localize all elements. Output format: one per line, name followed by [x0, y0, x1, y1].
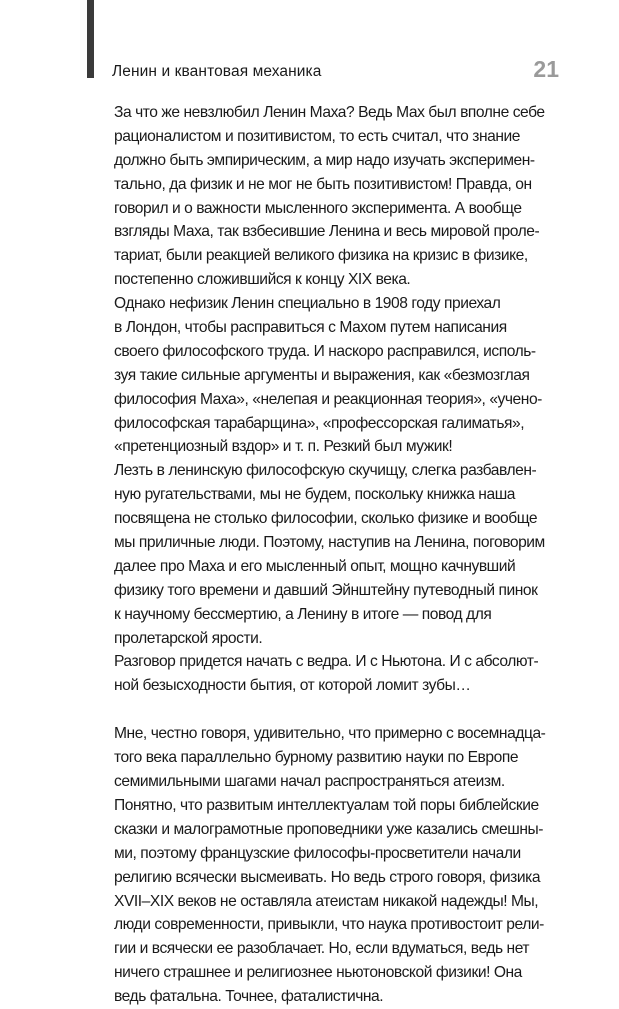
text-line: ную ругательствами, мы не будем, поскольку книжка наша — [114, 486, 515, 504]
text-line: ми, поэтому французские философы-просветители начали — [114, 844, 521, 862]
text-line: Мне, честно говоря, удивительно, что примерно с восемнадца- — [114, 725, 546, 743]
text-line: «претенциозный вздор» и т. п. Резкий был мужик! — [114, 438, 453, 456]
paragraph — [114, 722, 564, 1009]
text-line: философская тарабарщина», «профессорская галиматья», — [114, 414, 525, 432]
text-line: семимильными шагами начал распространяться атеизм. — [114, 773, 505, 791]
text-line: Понятно, что развитым интеллектуалам той поры библейские — [114, 796, 539, 814]
text-line: в Лондон, чтобы расправиться с Махом путем написания — [114, 319, 507, 337]
section-gap — [114, 698, 564, 722]
text-line: мы приличные люди. Поэтому, наступив на Ленина, поговорим — [114, 534, 545, 552]
text-line: далее про Маха и его мысленный опыт, мощно качнувший — [114, 557, 516, 575]
text-line: рационалистом и позитивистом, то есть считал, что знание — [114, 127, 520, 145]
text-line: говорил и о важности мысленного эксперимента. А вообще — [114, 199, 522, 217]
text-line: того века параллельно бурному развитию науки по Европе — [114, 749, 519, 767]
text-line: Однако нефизик Ленин специально в 1908 году приехал — [114, 295, 501, 313]
text-line: сказки и малограмотные проповедники уже казались смешны- — [114, 820, 544, 838]
text-line: тально, да физик и не мог не быть позитивистом! Правда, он — [114, 175, 532, 193]
text-line: пролетарской ярости. — [114, 629, 263, 647]
text-line: За что же невзлюбил Ленин Маха? Ведь Мах был вполне себе — [114, 104, 545, 121]
text-line: тариат, были реакцией великого физика на кризис в физике, — [114, 247, 528, 265]
text-line: религию всячески высмеивать. Но ведь строго говоря, физика — [114, 868, 541, 886]
text-line: посвящена не столько философии, сколько физике и вообще — [114, 510, 538, 528]
paragraph — [114, 650, 564, 698]
text-line: Разговор придется начать с ведра. И с Ньютона. И с абсолют- — [114, 653, 539, 671]
page-number: 21 — [533, 56, 559, 82]
text-line: Лезть в ленинскую философскую скучищу, слегка разбавлен- — [114, 462, 537, 480]
text-line: к научному бессмертию, а Ленину в итоге — повод для — [114, 605, 492, 623]
text-line: взгляды Маха, так взбесившие Ленина и весь мировой проле- — [114, 223, 540, 241]
text-line: ведь фатальна. Точнее, фаталистична. — [114, 988, 384, 1006]
text-line: своего философского труда. И наскоро расправился, исполь- — [114, 342, 536, 360]
text-line: ничего страшнее и религиознее ньютоновской физики! Она — [114, 964, 522, 982]
paragraph — [114, 459, 564, 650]
text-line: ной безысходности бытия, от которой ломит зубы… — [114, 677, 471, 695]
text-line: зуя такие сильные аргументы и выражения, как «безмозглая — [114, 366, 530, 384]
paragraph — [114, 292, 564, 459]
header-accent-bar — [87, 0, 94, 78]
text-line: постепенно сложившийся к концу XIX века. — [114, 271, 411, 289]
text-line: гии и всячески ее разоблачает. Но, если вдуматься, ведь нет — [114, 940, 530, 958]
running-head: Ленин и квантовая механика — [112, 63, 322, 80]
text-line: философия Маха», «нелепая и реакционная теория», «учено- — [114, 390, 542, 408]
text-line: люди современности, привыкли, что наука противостоит рели- — [114, 916, 544, 934]
body-text — [114, 101, 564, 1009]
text-line: должно быть эмпирическим, а мир надо изучать эксперимен- — [114, 151, 535, 169]
text-line: физику того времени и давший Эйнштейну путеводный пинок — [114, 581, 538, 599]
text-line: XVII–XIX веков не оставляла атеистам никакой надежды! Мы, — [114, 892, 539, 910]
paragraph — [114, 101, 564, 292]
